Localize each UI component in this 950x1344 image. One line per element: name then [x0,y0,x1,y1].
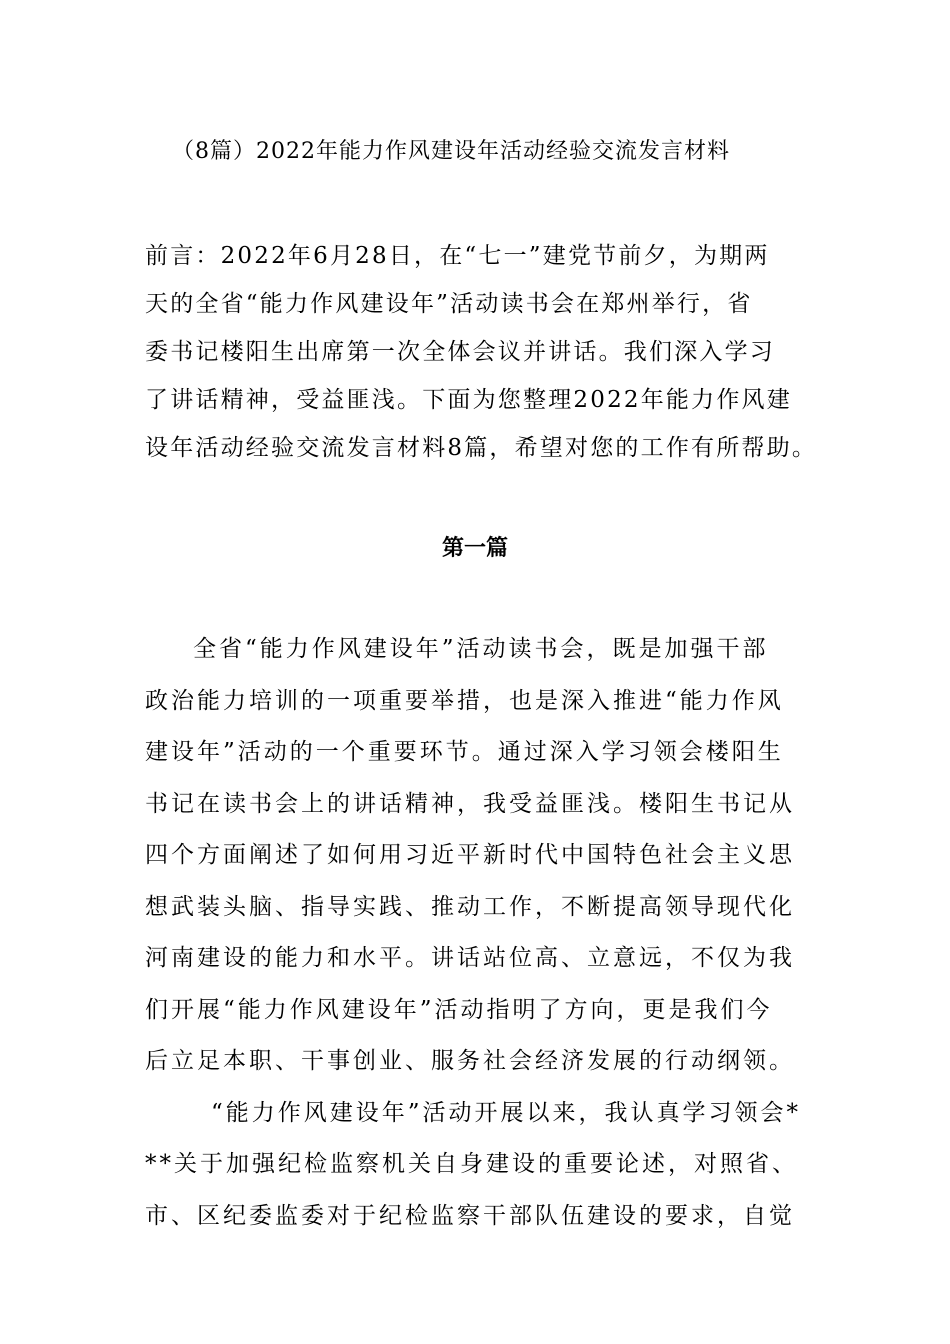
preface-line: 了讲话精神，受益匪浅。下面为您整理2022年能力作风建 [145,387,792,413]
document-title: （8篇）2022年能力作风建设年活动经验交流发言材料 [172,139,730,164]
paragraph-line: 市、区纪委监委对于纪检监察干部队伍建设的要求，自觉 [145,1202,795,1229]
section-heading: 第一篇 [441,536,508,561]
preface-line: 委书记楼阳生出席第一次全体会议并讲话。我们深入学习 [145,339,775,365]
paragraph-line: 全省“能力作风建设年”活动读书会，既是加强干部 [193,636,769,662]
paragraph-line: 们开展“能力作风建设年”活动指明了方向，更是我们今 [145,996,773,1023]
paragraph-line: 书记在读书会上的讲话精神，我受益匪浅。楼阳生书记从 [145,790,795,817]
preface-line: 前言：2022年6月28日，在“七一”建党节前夕，为期两 [145,243,770,269]
paragraph-line: **关于加强纪检监察机关自身建设的重要论述，对照省、 [145,1151,798,1177]
preface-line: 天的全省“能力作风建设年”活动读书会在郑州举行，省 [145,291,753,317]
paragraph-line: “能力作风建设年”活动开展以来，我认真学习领会* [211,1099,802,1126]
preface-line: 设年活动经验交流发言材料8篇，希望对您的工作有所帮助。 [145,435,818,461]
paragraph-line: 想武装头脑、指导实践、推动工作，不断提高领导现代化 [145,893,795,920]
paragraph-line: 后立足本职、干事创业、服务社会经济发展的行动纲领。 [145,1048,795,1074]
paragraph-line: 政治能力培训的一项重要举措，也是深入推进“能力作风 [145,687,784,714]
paragraph-line: 河南建设的能力和水平。讲话站位高、立意远，不仅为我 [145,945,795,971]
preface [145,232,825,472]
paragraph-line: 四个方面阐述了如何用习近平新时代中国特色社会主义思 [145,842,795,868]
paragraph-line: 建设年”活动的一个重要环节。通过深入学习领会楼阳生 [145,739,784,765]
body-text [145,624,825,1242]
